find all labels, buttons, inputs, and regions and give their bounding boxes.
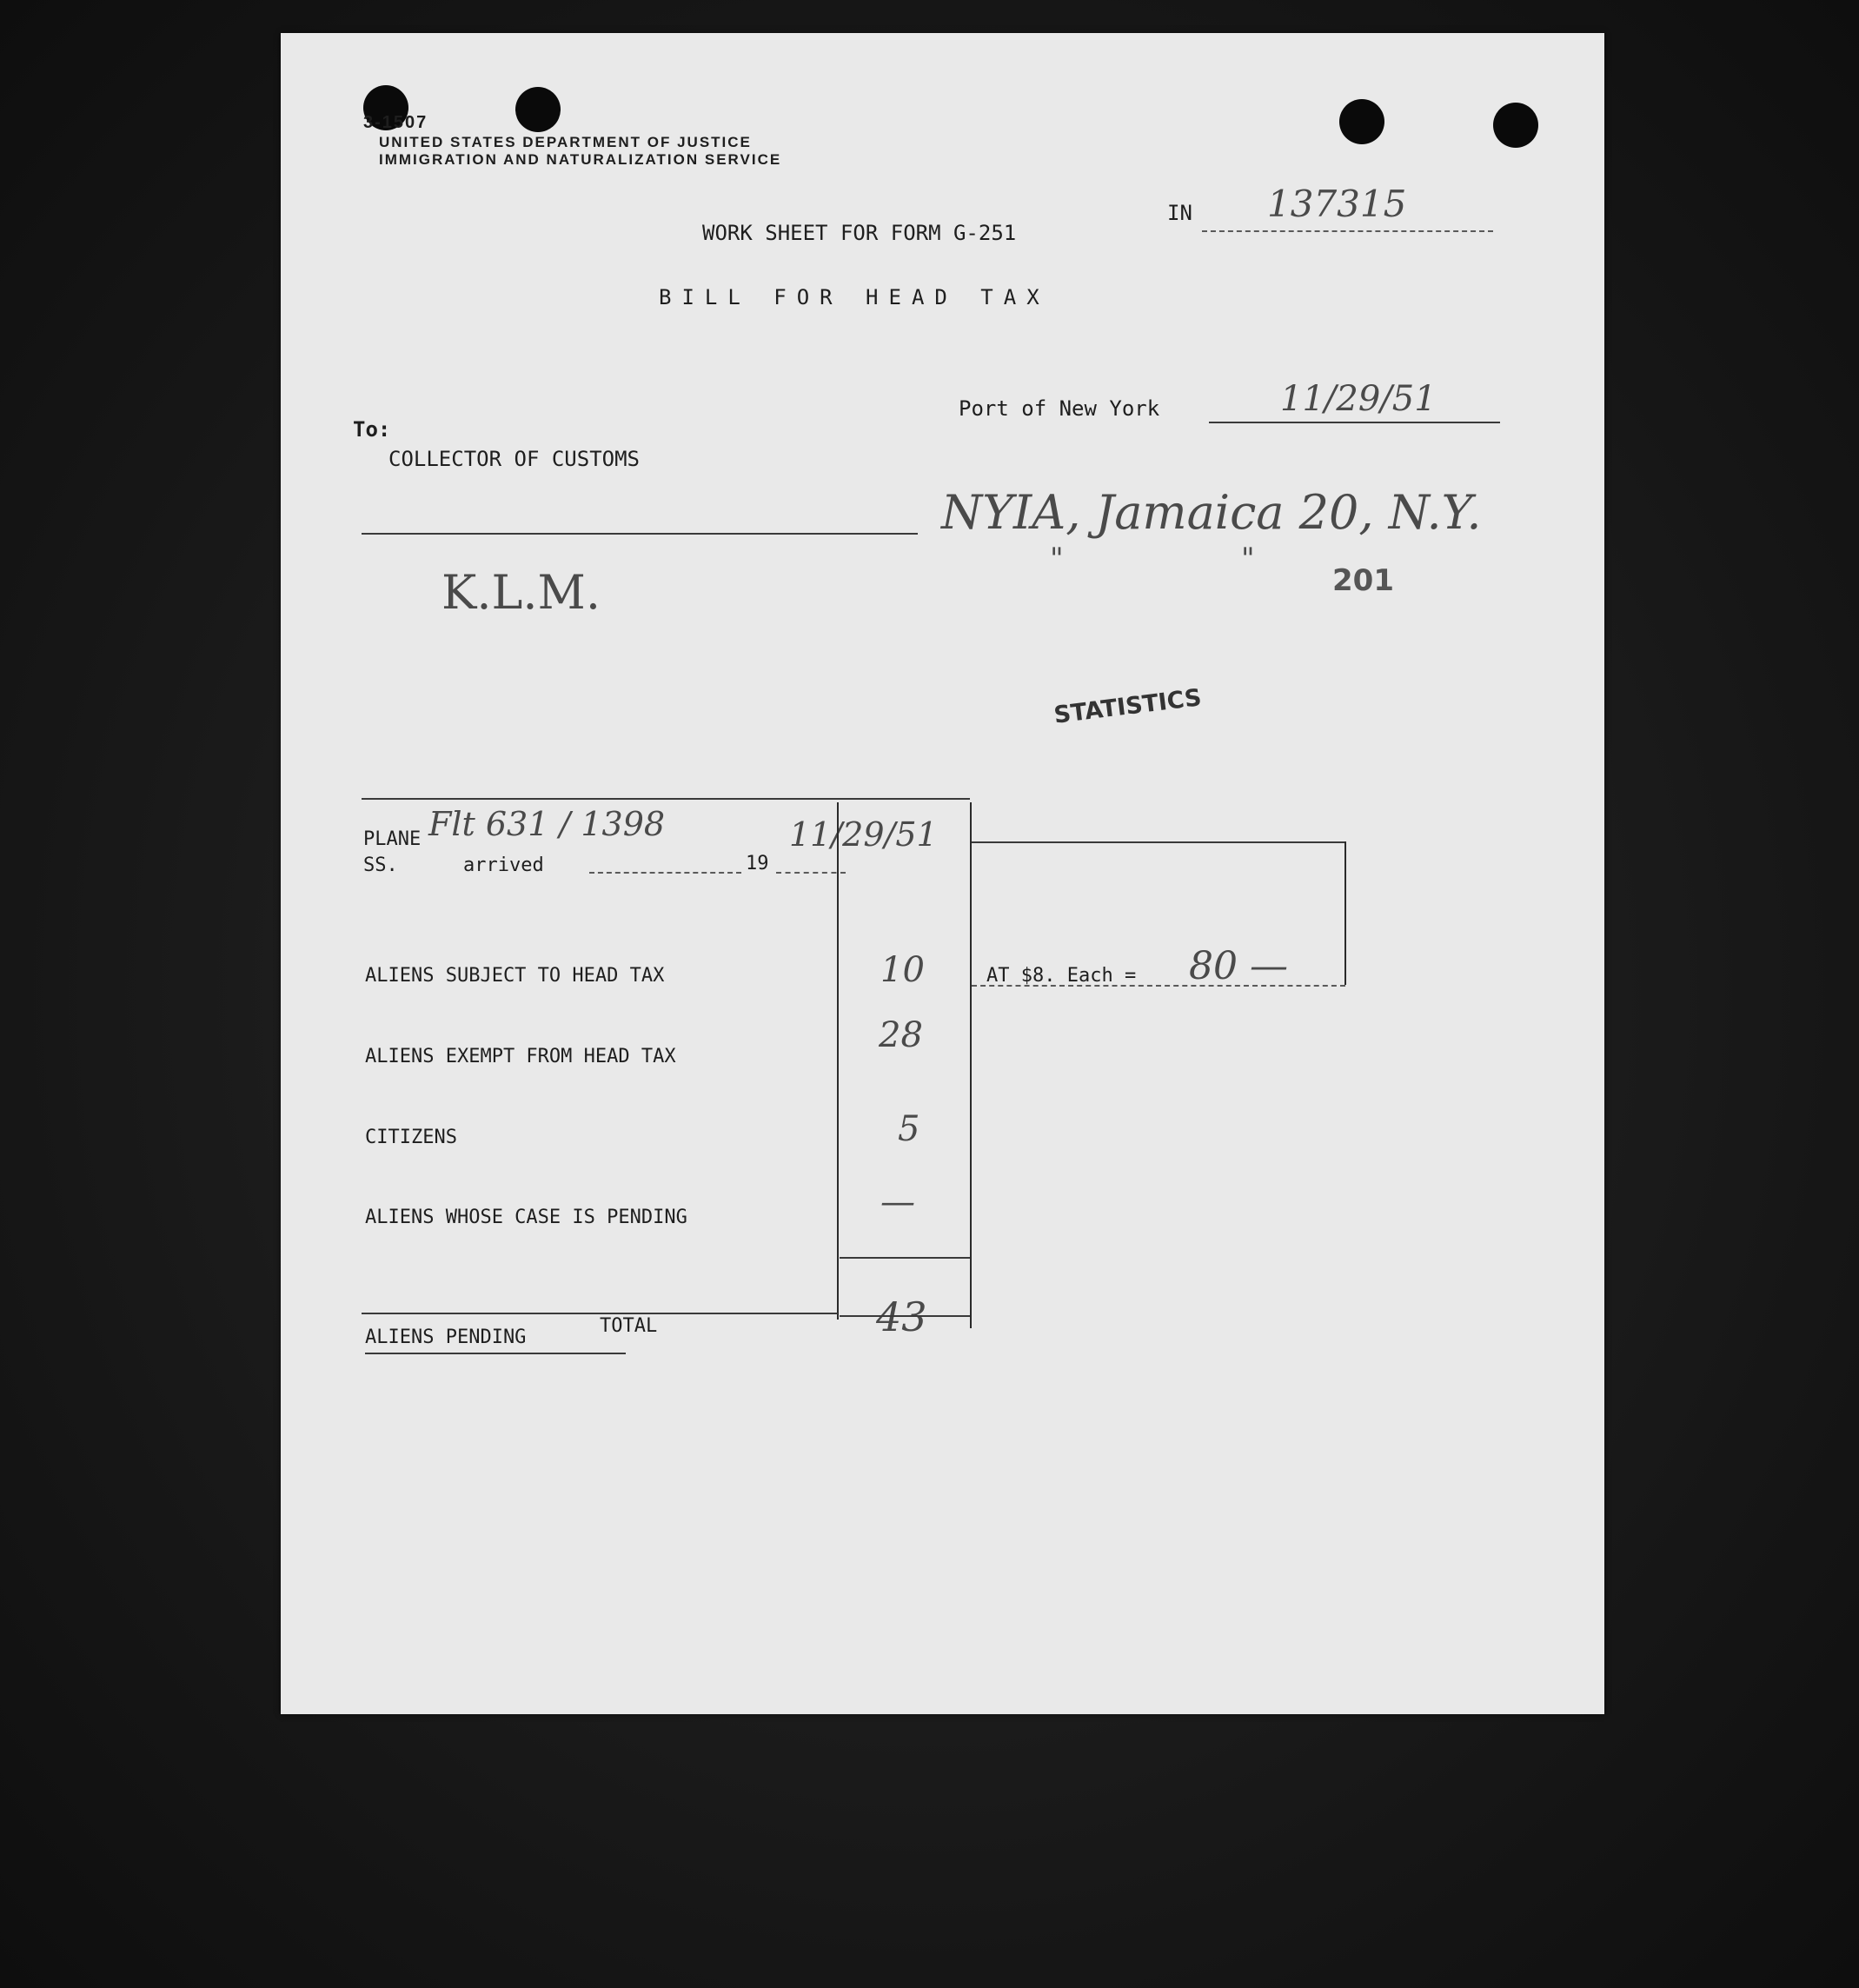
total-left-line	[362, 1313, 838, 1314]
recipient: COLLECTOR OF CUSTOMS	[388, 447, 640, 471]
row-value-subject: 10	[880, 950, 925, 990]
rate-label: AT $8. Each =	[986, 965, 1137, 987]
arrival-date: 11/29/51	[789, 815, 938, 854]
row-label-subject: ALIENS SUBJECT TO HEAD TAX	[365, 965, 665, 987]
document-page	[281, 33, 1604, 1714]
form-subtitle: BILL FOR HEAD TAX	[659, 285, 1050, 309]
form-title: WORK SHEET FOR FORM G-251	[702, 221, 1017, 245]
row-label-pending: ALIENS WHOSE CASE IS PENDING	[365, 1207, 687, 1228]
ref-line	[1202, 230, 1493, 232]
total-top-line	[840, 1257, 970, 1259]
aliens-pending-label: ALIENS PENDING	[365, 1326, 527, 1348]
punch-hole	[1493, 103, 1538, 148]
year-line	[776, 872, 846, 874]
value-column-left-border	[837, 802, 839, 1320]
form-code: 3-1507	[363, 113, 428, 132]
port-date: 11/29/51	[1280, 379, 1437, 419]
arrived-label: arrived	[463, 854, 544, 876]
plane-label: PLANE	[363, 828, 422, 850]
punch-hole	[1339, 99, 1384, 144]
row-value-exempt: 28	[879, 1015, 923, 1055]
arrival-date-line	[589, 872, 741, 874]
row-value-pending: —	[880, 1182, 915, 1222]
ss-label: SS.	[363, 854, 398, 876]
row-label-citizens: CITIZENS	[365, 1127, 457, 1148]
rate-box-right	[1344, 841, 1346, 985]
year-prefix: 19	[746, 853, 769, 874]
agency-line-1: UNITED STATES DEPARTMENT OF JUSTICE	[379, 134, 752, 150]
total-value: 43	[876, 1293, 927, 1340]
flight-number: Flt 631 / 1398	[428, 805, 666, 843]
rate-box-top	[972, 841, 1345, 843]
port-label: Port of New York	[959, 396, 1160, 421]
ditto-mark-1: "	[1050, 542, 1064, 576]
ref-label: IN	[1167, 201, 1192, 225]
total-bottom-line	[840, 1315, 970, 1317]
statistics-stamp: STATISTICS	[1052, 684, 1204, 729]
row-value-citizens: 5	[898, 1109, 920, 1149]
ref-number: 137315	[1267, 183, 1407, 225]
ditto-mark-2: "	[1241, 542, 1255, 576]
port-date-line	[1209, 422, 1500, 423]
rate-amount: 80 —	[1189, 944, 1288, 988]
carrier-name: K.L.M.	[442, 565, 601, 620]
value-column-right-border	[970, 802, 972, 1328]
handwritten-location: NYIA, Jamaica 20, N.Y.	[941, 485, 1482, 540]
punch-hole	[515, 87, 561, 132]
recipient-line	[362, 533, 918, 535]
aliens-pending-line	[365, 1353, 626, 1354]
agency-line-2: IMMIGRATION AND NATURALIZATION SERVICE	[379, 151, 782, 168]
total-label: TOTAL	[600, 1315, 658, 1337]
row-label-exempt: ALIENS EXEMPT FROM HEAD TAX	[365, 1046, 676, 1067]
to-label: To:	[353, 417, 391, 442]
room-number: 201	[1332, 563, 1394, 598]
table-top-line	[362, 798, 970, 800]
